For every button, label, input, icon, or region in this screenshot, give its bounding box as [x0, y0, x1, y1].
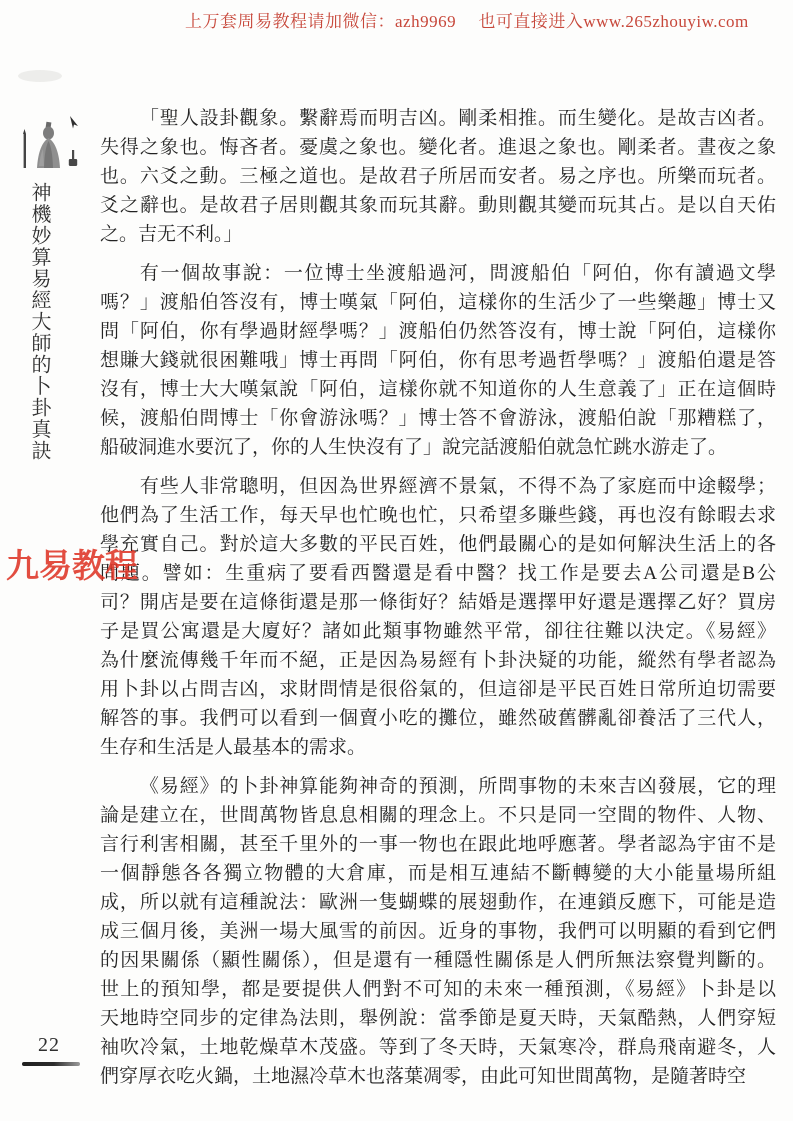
text-line: 世上的預知學，都是要提供人們對不可知的未來一種預測，《易經》卜卦是以: [100, 979, 776, 1000]
text-line: 為什麼流傳幾千年而不絕，正是因為易經有卜卦決疑的功能，縱然有學者認為: [100, 650, 776, 671]
text-line: 成三個月後，美洲一場大風雪的前因。近身的事物，我們可以明顯的看到它們: [100, 921, 776, 942]
text-line: 沒有，博士大大嘆氣說「阿伯，這樣你就不知道你的人生意義了」正在這個時: [100, 379, 776, 400]
text-line: 之。吉无不利。」: [100, 224, 243, 245]
paragraph: [100, 472, 776, 762]
text-line: 一個靜態各各獨立物體的大倉庫，而是相互連結不斷轉變的大小能量場所組: [100, 863, 776, 884]
text-line: 候，渡船伯問博士「你會游泳嗎？」博士答不會游泳，渡船伯說「那糟糕了，: [100, 408, 776, 429]
text-line: 他們為了生活工作，每天早也忙晚也忙，只希望多賺些錢，再也沒有餘暇去求: [100, 505, 776, 526]
text-line: 的因果關係（顯性關係），但是還有一種隱性關係是人們所無法察覺判斷的。: [100, 950, 776, 971]
paragraph: [100, 259, 776, 462]
text-line: 司？開店是要在這條街還是那一條街好？結婚是選擇甲好還是選擇乙好？買房: [100, 592, 776, 613]
bird-mark-icon: [70, 116, 78, 129]
header-promo-text: 上万套周易教程请加微信：azh9969 也可直接进入www.265zhouyiw.com: [185, 12, 749, 31]
text-line: 用卜卦以占問吉凶，求財問情是很俗氣的，但這卻是平民百姓日常所迫切需要: [100, 679, 776, 700]
text-line: 袖吹冷氣，土地乾燥草木茂盛。等到了冬天時，天氣寒冷，群鳥飛南避冬，人: [100, 1037, 776, 1058]
text-line: 想賺大錢就很困難哦」博士再問「阿伯，你有思考過哲學嗎？」渡船伯還是答: [100, 350, 776, 371]
text-line: 們穿厚衣吃火鍋，土地濕冷草木也落葉凋零，由此可知世間萬物，是隨著時空: [100, 1066, 747, 1087]
page-number: 22: [38, 1034, 60, 1056]
text-line: 嗎？」渡船伯答沒有，博士嘆氣「阿伯，這樣你的生活少了一些樂趣」博士又: [100, 292, 776, 313]
paragraph: [100, 104, 776, 249]
brush-staff-icon: [23, 129, 26, 168]
text-line: 天地時空同步的定律為法則，舉例說：當季節是夏天時，天氣酷熱，人們穿短: [100, 1008, 776, 1029]
text-line: 船破洞進水要沉了，你的人生快沒有了」說完話渡船伯就急忙跳水游走了。: [100, 437, 728, 458]
text-line: 爻之辭也。是故君子居則觀其象而玩其辭。動則觀其變而玩其占。是以自天佑: [100, 195, 776, 216]
text-line: 解答的事。我們可以看到一個賣小吃的攤位，雖然破舊髒亂卻養活了三代人，: [100, 708, 776, 729]
text-line: 《易經》的卜卦神算能夠神奇的預測，所問事物的未來吉凶發展，它的理: [139, 776, 776, 797]
scan-smudge: [18, 70, 62, 82]
text-line: 學充實自己。對於這大多數的平民百姓，他們最關心的是如何解決生活上的各: [100, 534, 776, 555]
text-line: 問「阿伯，你有學過財經學嗎？」渡船伯仍然答沒有，博士說「阿伯，這樣你: [100, 321, 776, 342]
text-line: 失得之象也。悔吝者。憂虞之象也。變化者。進退之象也。剛柔者。晝夜之象: [100, 137, 776, 158]
text-line: 問題。譬如：生重病了要看西醫還是看中醫？找工作是要去A公司還是B公: [100, 563, 776, 584]
text-line: 有一個故事說：一位博士坐渡船過河，問渡船伯「阿伯，你有讀過文學: [139, 263, 776, 284]
small-lamp-icon: [69, 150, 77, 166]
page-number-underline: [22, 1062, 80, 1066]
text-line: 言行利害相關，甚至千里外的一事一物也在跟此地呼應著。學者認為宇宙不是: [100, 834, 776, 855]
text-line: 成，所以就有這種說法：歐洲一隻蝴蝶的展翅動作，在連鎖反應下，可能是造: [100, 892, 776, 913]
text-line: 「聖人設卦觀象。繫辭焉而明吉凶。剛柔相推。而生變化。是故吉凶者。: [139, 108, 776, 129]
scholar-figure-illustration: [14, 108, 86, 180]
paragraph: [100, 772, 776, 1091]
text-line: 也。六爻之動。三極之道也。是故君子所居而安者。易之序也。所樂而玩者。: [100, 166, 776, 187]
watermark-text: 九易教程: [6, 547, 138, 584]
text-line: 論是建立在，世間萬物皆息息相關的理念上。不只是同一空間的物件、人物、: [100, 805, 776, 826]
text-line: 有些人非常聰明，但因為世界經濟不景氣，不得不為了家庭而中途輟學；: [139, 476, 776, 497]
text-line: 生存和生活是人最基本的需求。: [100, 737, 367, 758]
robed-figure-icon: [37, 122, 60, 168]
book-title-vertical: 神機妙算易經大師的卜卦真訣: [28, 182, 50, 462]
body-text: [100, 104, 776, 1101]
text-line: 子是買公寓還是大廈好？諸如此類事物雖然平常，卻往往難以決定。《易經》: [100, 621, 776, 642]
